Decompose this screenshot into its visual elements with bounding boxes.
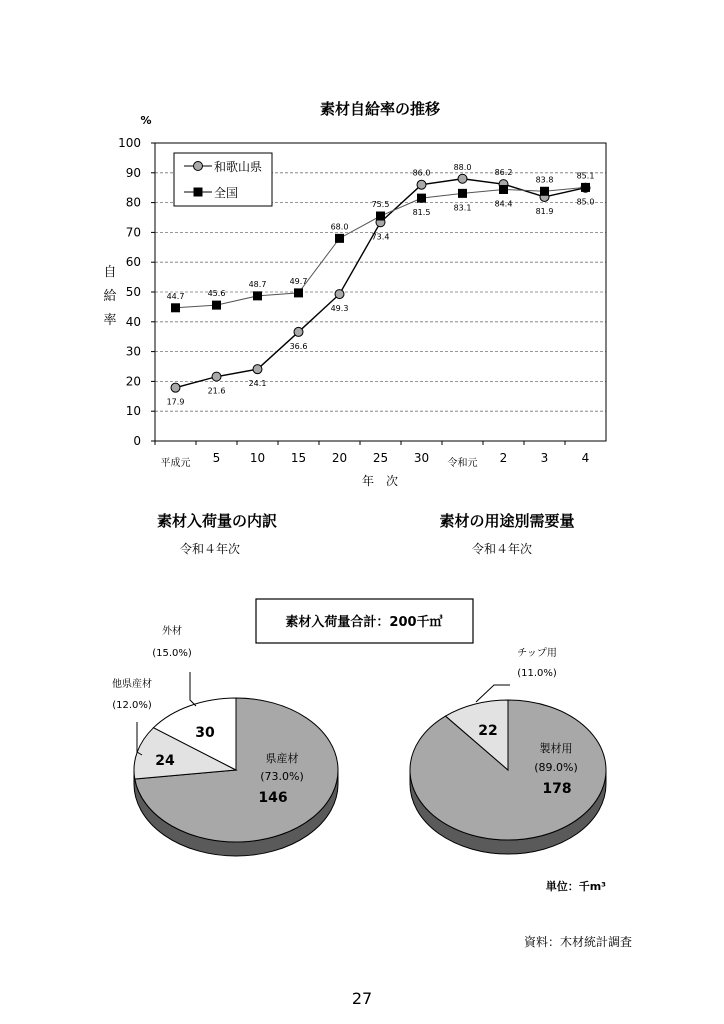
data-label-national: 75.5 (371, 200, 390, 210)
x-tick-label: 2 (499, 451, 508, 465)
data-label-wakayama: 73.4 (371, 232, 390, 242)
point-national (540, 187, 549, 196)
total-label: 素材入荷量合計：200千㎥ (285, 615, 443, 630)
y-tick-label: 90 (125, 165, 141, 180)
pie1-title: 素材入荷量の内訳 (156, 512, 278, 530)
pie1-percent-takenzai: (12.0%) (112, 700, 152, 711)
data-label-wakayama: 24.1 (248, 379, 267, 389)
data-label-national: 49.7 (289, 276, 308, 286)
data-label-national: 83.8 (535, 175, 554, 185)
data-label-wakayama: 36.6 (289, 341, 308, 351)
data-label-wakayama: 86.0 (412, 168, 431, 178)
page-number: 27 (351, 989, 373, 1008)
pie1-value-takenzai: 24 (155, 753, 175, 769)
x-tick-label: 10 (249, 451, 266, 465)
data-label-wakayama: 49.3 (330, 304, 349, 314)
point-national (458, 189, 467, 198)
data-label-wakayama: 88.0 (453, 162, 472, 172)
legend-label-wakayama: 和歌山県 (214, 160, 263, 174)
legend (174, 153, 272, 206)
point-national (294, 288, 303, 297)
y-tick-label: 50 (125, 285, 141, 299)
point-national (376, 212, 385, 221)
x-tick-label: 30 (413, 451, 430, 465)
data-label-national: 68.0 (330, 222, 349, 232)
pie2-percent-seizai: (89.0%) (534, 761, 578, 774)
point-wakayama (294, 327, 303, 336)
pie2-label-chip: チップ用 (517, 648, 557, 659)
pie1-label-takenzai: 他県産材 (112, 679, 152, 690)
data-label-wakayama: 86.2 (494, 168, 513, 178)
data-label-national: 45.6 (207, 289, 226, 299)
y-tick-label: 20 (125, 374, 141, 389)
data-label-national: 85.1 (576, 171, 595, 181)
point-national (581, 183, 590, 192)
pie2-slices (410, 700, 606, 854)
x-tick-label: 平成元 (160, 458, 191, 469)
x-axis-label: 年 次 (361, 474, 399, 488)
point-national (417, 194, 426, 203)
pie1-value-gaizai: 30 (195, 725, 215, 741)
pie2-percent-chip: (11.0%) (517, 668, 557, 679)
data-label-wakayama: 17.9 (166, 397, 185, 407)
y-unit-label: % (140, 114, 152, 127)
y-axis-label (103, 265, 116, 328)
y-tick-label: 70 (125, 225, 141, 240)
point-national (499, 185, 508, 194)
point-wakayama (458, 174, 467, 183)
y-tick-label: 40 (125, 314, 141, 329)
pie1-subtitle: 令和４年次 (179, 542, 241, 556)
data-label-national: 81.5 (412, 208, 431, 218)
y-tick-labels (118, 136, 155, 448)
y-tick-label: 60 (125, 255, 141, 270)
pie2-label-seizai: 製材用 (539, 742, 573, 755)
unit-note: 単位：千m³ (545, 880, 606, 893)
point-wakayama (171, 383, 180, 392)
x-tick-label: 令和元 (447, 458, 478, 469)
x-tick-label: 5 (212, 451, 221, 465)
leader-line-chip (476, 685, 510, 702)
point-national (253, 291, 262, 300)
data-label-wakayama: 85.0 (576, 197, 595, 207)
pie2-value-chip: 22 (478, 723, 498, 739)
x-tick-label: 25 (372, 451, 389, 465)
pie1-slices (134, 698, 338, 856)
data-label-national: 44.7 (166, 291, 185, 301)
y-axis-label-char: 率 (103, 313, 117, 328)
pie1-value-kensanzai: 146 (258, 790, 288, 806)
data-label-national: 84.4 (494, 199, 513, 209)
data-label-wakayama: 81.9 (535, 206, 554, 216)
pie2-subtitle: 令和４年次 (471, 542, 533, 556)
pie2-value-seizai: 178 (542, 781, 572, 797)
y-tick-label: 80 (125, 195, 141, 210)
y-axis-label-char: 給 (103, 289, 117, 304)
point-wakayama (212, 372, 221, 381)
legend-marker-national (194, 188, 203, 197)
data-label-national: 83.1 (453, 203, 472, 213)
y-tick-label: 30 (125, 344, 141, 359)
x-tick-labels (155, 441, 589, 469)
pie1-percent-gaizai: (15.0%) (152, 648, 192, 659)
y-tick-label: 10 (125, 404, 141, 419)
y-axis-label-char: 自 (103, 265, 117, 280)
leader-line-gaizai (190, 672, 196, 706)
point-national (212, 301, 221, 310)
pie2-title: 素材の用途別需要量 (439, 512, 575, 530)
line-chart (103, 100, 606, 488)
data-label-national: 48.7 (248, 279, 267, 289)
x-tick-label: 4 (581, 451, 590, 465)
point-national (171, 303, 180, 312)
point-wakayama (335, 290, 344, 299)
x-tick-label: 15 (290, 451, 307, 465)
legend-marker-wakayama (194, 162, 203, 171)
source-note: 資料：木材統計調査 (523, 935, 632, 949)
pie-chart-usage (410, 512, 606, 854)
x-tick-label: 20 (331, 451, 348, 465)
pie1-percent-kensanzai: (73.0%) (260, 770, 304, 783)
y-tick-label: 0 (133, 434, 141, 448)
pie1-label-kensanzai: 県産材 (265, 752, 299, 765)
legend-label-national: 全国 (214, 186, 239, 200)
point-wakayama (253, 365, 262, 374)
point-national (335, 234, 344, 243)
x-tick-label: 3 (540, 451, 549, 465)
pie1-label-gaizai: 外材 (162, 626, 182, 637)
data-label-wakayama: 21.6 (207, 386, 226, 396)
series-line-wakayama (176, 179, 586, 388)
line-chart-title: 素材自給率の推移 (319, 100, 441, 118)
point-wakayama (417, 180, 426, 189)
y-tick-label: 100 (118, 136, 141, 150)
